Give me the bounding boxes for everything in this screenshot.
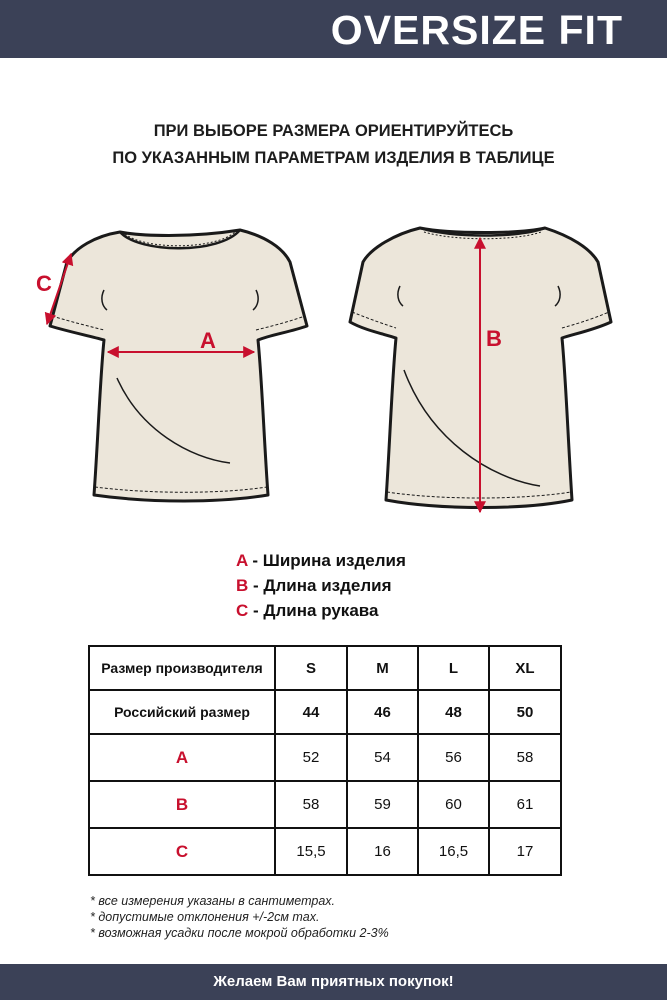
table-cell: 17: [489, 828, 561, 875]
table-cell: 58: [275, 781, 347, 828]
legend-letter: A: [236, 551, 248, 570]
size-table: [88, 645, 562, 876]
footer-bar: [0, 964, 667, 1000]
table-cell: 52: [275, 734, 347, 781]
table-cell: M: [347, 646, 418, 690]
table-row-c: [89, 828, 561, 875]
table-cell: 16: [347, 828, 418, 875]
marker-a-label: A: [200, 328, 216, 353]
marker-b-label: B: [486, 326, 502, 351]
legend-letter: B: [236, 576, 249, 595]
legend-item-a: [236, 548, 406, 573]
note-line: * допустимые отклонения +/-2см max.: [90, 910, 320, 924]
table-cell: 15,5: [275, 828, 347, 875]
table-cell: Размер производителя: [89, 646, 275, 690]
marker-c-label: C: [36, 271, 52, 296]
instruction-headline: [0, 118, 667, 172]
table-cell: 59: [347, 781, 418, 828]
header-bar: [0, 0, 667, 58]
table-cell: 48: [418, 690, 489, 734]
shirt-diagram: [0, 215, 667, 520]
table-cell: 58: [489, 734, 561, 781]
measurement-notes: [90, 893, 389, 941]
table-cell: 61: [489, 781, 561, 828]
table-cell: C: [89, 828, 275, 875]
measurement-legend: [236, 548, 406, 623]
table-row-a: [89, 734, 561, 781]
table-cell: 60: [418, 781, 489, 828]
legend-text: - Длина рукава: [248, 601, 379, 620]
table-cell: 46: [347, 690, 418, 734]
table-row-russian: [89, 690, 561, 734]
table-cell: 50: [489, 690, 561, 734]
legend-item-b: [236, 573, 406, 598]
table-cell: 54: [347, 734, 418, 781]
table-cell: L: [418, 646, 489, 690]
table-cell: A: [89, 734, 275, 781]
table-row-manufacturer: [89, 646, 561, 690]
table-row-b: [89, 781, 561, 828]
legend-text: - Длина изделия: [248, 576, 392, 595]
table-cell: Российский размер: [89, 690, 275, 734]
legend-text: - Ширина изделия: [247, 551, 406, 570]
note-line: * возможная усадки после мокрой обработки 2-3%: [90, 926, 389, 940]
table-cell: 44: [275, 690, 347, 734]
headline-line-1: ПРИ ВЫБОРЕ РАЗМЕРА ОРИЕНТИРУЙТЕСЬ: [153, 122, 514, 140]
table-cell: S: [275, 646, 347, 690]
front-shirt-body: [50, 230, 307, 501]
legend-item-c: [236, 598, 406, 623]
legend-letter: C: [236, 601, 249, 620]
table-cell: XL: [489, 646, 561, 690]
table-cell: 16,5: [418, 828, 489, 875]
table-cell: B: [89, 781, 275, 828]
note-line: * все измерения указаны в сантиметрах.: [90, 894, 336, 908]
footer-message: Желаем Вам приятных покупок!: [213, 973, 454, 990]
page-title: OVERSIZE FIT: [330, 7, 623, 53]
headline-line-2: ПО УКАЗАННЫМ ПАРАМЕТРАМ ИЗДЕЛИЯ В ТАБЛИЦЕ: [112, 149, 555, 167]
front-shirt-drawing: [50, 230, 307, 501]
table-cell: 56: [418, 734, 489, 781]
